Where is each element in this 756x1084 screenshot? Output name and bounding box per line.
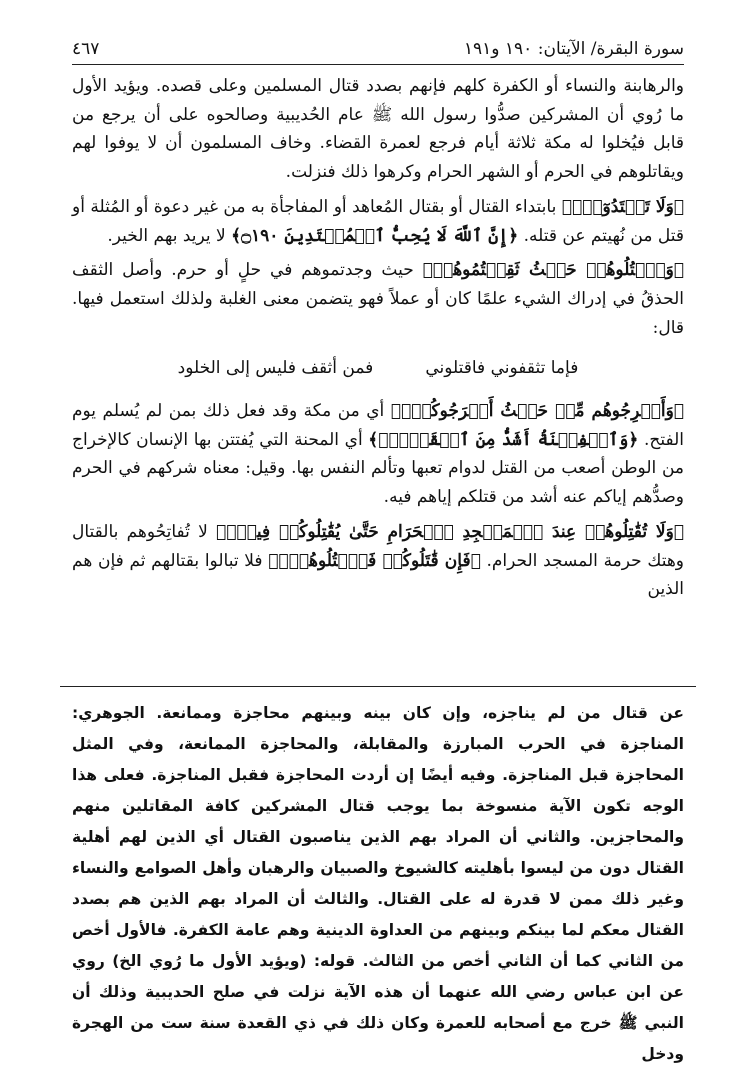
commentary-text: فلا تبالوا بقتالهم ثم فإن هم الذين <box>72 550 684 600</box>
commentary-text: لا يريد بهم الخير. <box>107 225 232 246</box>
commentary-text: أي من مكة وقد فعل ذلك بمن لم يُسلم يوم الفتح. <box>72 401 684 450</box>
header-title: سورة البقرة/ الآيتان: ١٩٠ و١٩١ <box>463 39 684 59</box>
paragraph-5 <box>72 518 684 604</box>
paragraph-1: والرهابنة والنساء أو الكفرة كلهم فإنهم بصدد قتال المسلمين وعلى قصده. ويؤيد الأول ما رُوي أن المشركين صدُّوا رسول الله ﷺ عام الحُديبية وصالحوه على أن يرجع من قابل فيُخلوا له مكة ثلاثة أيام فرجع لعمرة القضاء. وخاف المسلمون أن لا يوفوا لهم ويقاتلوهم في الحرم أو الشهر الحرام وكرهوا ذلك فنزلت. <box>72 76 684 183</box>
quran-verse: ﴿وَلَا تَعۡتَدُوٓاْۚ﴾ <box>561 196 685 217</box>
commentary-text: لا تُفاتِحُوهم بالقتال وهتك حرمة المسجد الحرام. <box>72 521 684 571</box>
commentary-text: أي المحنة التي يُفتتن بها الإنسان كالإخراج من الوطن أصعب من القتل لدوام تعبها وتألم النفس بها. وقيل: معناه شركهم في الحرم وصدُّهم إياكم عنه أشد من قتلكم إياهم فيه. <box>72 429 684 508</box>
commentary-text: حيث وجدتموهم في حلٍ أو حرم. وأصل الثقف الحذقُ في إدراك الشيء علمًا كان أو عملاً فهو يتضمن معنى الغلبة ولذلك استعمل فيها. قال: <box>72 260 684 338</box>
poem-hemistich-left: فمن أثقف فليس إلى الخلود <box>177 358 374 379</box>
paragraph-4 <box>72 397 684 512</box>
paragraph-2 <box>72 193 684 250</box>
footnote-gloss <box>72 698 684 1070</box>
quran-verse: ﴿إِنَّ ٱللَّهَ لَا يُحِبُّ ٱلۡمُعۡتَدِينَ ۝١٩٠﴾ <box>231 225 519 246</box>
footnote-divider <box>60 686 696 687</box>
poem-hemistich-right: فإما تثقفوني فاقتلوني <box>425 358 579 379</box>
footnote-lead: قوله: <box>313 952 356 970</box>
paragraph-3 <box>72 256 684 342</box>
commentary-text: بابتداء القتال أو بقتال المُعاهد أو المفاجأة به من غير دعوة أو المُثلة أو قتل من نُهيتم عن قتله. <box>72 196 684 246</box>
quran-verse: ﴿وَٱلۡفِتۡنَةُ أَشَدُّ مِنَ ٱلۡقَتۡلِۚ﴾ <box>368 429 639 450</box>
page-number: ٤٦٧ <box>72 39 100 59</box>
header-divider <box>72 64 684 65</box>
footnote-text: عن قتال من لم يناجزه، وإن كان بينه وبينهم محاجزة وممانعة. الجوهري: المناجزة في الحرب المبارزة والمقابلة، والمحاجزة الممانعة، وفي المثل المحاجزة قبل المناجزة. وفيه أيضًا إن أردت المحاجزة فقبل المناجزة. فعلى هذا الوجه تكون الآية منسوخة بما يوجب قتال المشركين كافة المقاتلين منهم والمحاجزين. والثاني أن المراد بهم الذين يناصبون القتال أي الذين لهم أهلية القتال دون من ليسوا بأهليته كالشيوخ والصبيان والرهبان وأهل الصوامع والنساء وغير ذلك ممن لا قدرة له على القتال. والثالث أن المراد بهم الذين هم بصدد القتال معكم لما بينكم وبينهم من العداوة الدينية وهم عامة الكفرة. فالأول أخص من الثاني كما أن الثاني أخص من الثالث. <box>72 704 684 970</box>
quran-verse: ﴿وَلَا تُقَٰتِلُوهُمۡ عِندَ ٱلۡمَسۡجِدِ ٱلۡحَرَامِ حَتَّىٰ يُقَٰتِلُوكُمۡ فِيهِۖ﴾ <box>216 521 684 542</box>
quran-verse: ﴿فَإِن قَٰتَلُوكُمۡ فَٱقۡتُلُوهُمۡۗ﴾ <box>268 550 481 571</box>
footnote-text: (ويؤيد الأول ما رُوي الخ) روي عن ابن عباس رضي الله عنهما أن هذه الآية نزلت في صلح الحديبية وذلك أن النبي ﷺ خرج مع أصحابه للعمرة وكان ذلك في ذي القعدة سنة ست من الهجرة ودخل <box>72 952 684 1063</box>
running-header <box>72 36 684 62</box>
quran-verse: ﴿وَأَخۡرِجُوهُم مِّنۡ حَيۡثُ أَخۡرَجُوكُمۡۚ﴾ <box>390 401 684 422</box>
poem-verse <box>72 354 684 383</box>
main-text <box>72 72 684 610</box>
quran-verse: ﴿وَٱقۡتُلُوهُمۡ حَيۡثُ ثَقِفۡتُمُوهُمۡ﴾ <box>422 260 684 281</box>
